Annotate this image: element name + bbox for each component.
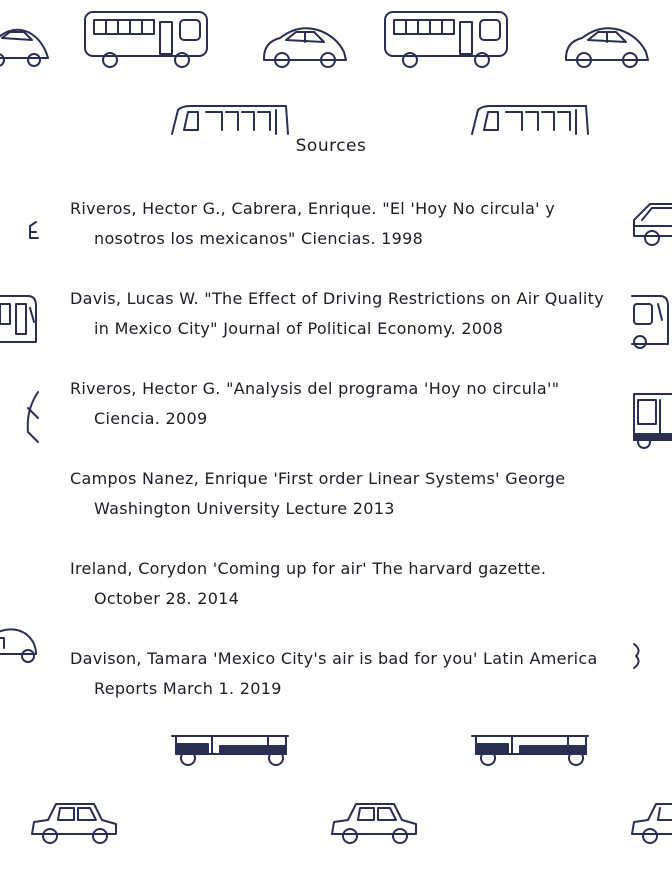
taxi-icon bbox=[630, 196, 672, 248]
bus-side-icon bbox=[630, 292, 672, 352]
bus-top-icon bbox=[468, 104, 592, 136]
beetle-car-icon bbox=[0, 618, 40, 668]
truck-icon bbox=[632, 390, 672, 452]
taxi-icon bbox=[328, 796, 420, 846]
car-edge-icon bbox=[26, 220, 40, 242]
taxi-icon bbox=[628, 796, 672, 846]
page-title: Sources bbox=[295, 136, 367, 156]
beetle-car-icon bbox=[0, 18, 52, 70]
source-entry: Davison, Tamara 'Mexico City's air is bad for you' Latin America Reports March 1. 2019 bbox=[70, 649, 598, 698]
bus-top-icon bbox=[168, 104, 292, 136]
source-entry: Ireland, Corydon 'Coming up for air' The harvard gazette. October 28. 2014 bbox=[70, 559, 547, 608]
source-entry: Campos Nanez, Enrique 'First order Linear Systems' George Washington University Lecture 2013 bbox=[70, 469, 566, 518]
truck-icon bbox=[168, 734, 292, 768]
bus-icon bbox=[82, 8, 212, 70]
sources-list bbox=[70, 194, 610, 734]
car-edge-icon bbox=[630, 640, 646, 670]
car-front-icon bbox=[22, 390, 40, 446]
bus-side-icon bbox=[0, 292, 40, 350]
truck-icon bbox=[468, 734, 592, 768]
source-entry: Riveros, Hector G. "Analysis del programa 'Hoy no circula'" Ciencia. 2009 bbox=[70, 379, 560, 428]
taxi-icon bbox=[28, 796, 120, 846]
source-entry: Davis, Lucas W. "The Effect of Driving Restrictions on Air Quality in Mexico City" Journal of Political Economy. 2008 bbox=[70, 289, 605, 338]
beetle-car-icon bbox=[560, 18, 654, 70]
source-entry: Riveros, Hector G., Cabrera, Enrique. "El 'Hoy No circula' y nosotros los mexicanos" Ciencias. 1998 bbox=[70, 199, 556, 248]
bus-icon bbox=[382, 8, 512, 70]
beetle-car-icon bbox=[258, 18, 352, 70]
